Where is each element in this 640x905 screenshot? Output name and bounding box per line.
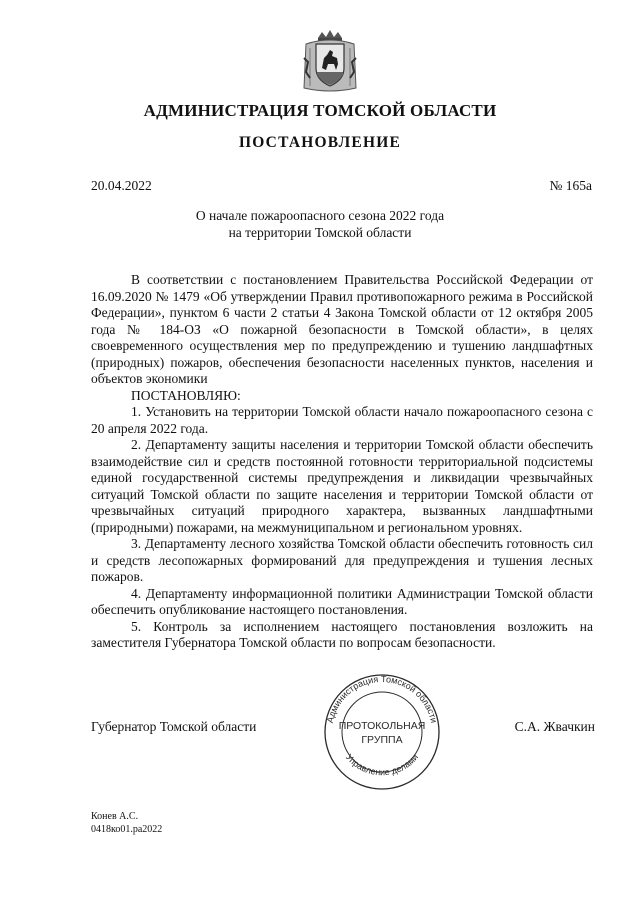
- item-paragraph-4: 4. Департаменту информационной политики Администрации Томской области обеспечить опубликование настоящего постановления.: [91, 585, 593, 617]
- document-subject: [0, 208, 640, 241]
- stamp-outer-bottom-text: Управление делами: [343, 752, 421, 778]
- document-number: № 165а: [549, 178, 592, 193]
- official-stamp: [318, 672, 446, 792]
- document-date: 20.04.2022: [91, 178, 152, 193]
- item-paragraph-3: 3. Департаменту лесного хозяйства Томской области обеспечить готовность сил и средств лесопожарных формирований для предупреждения и тушения лесных пожаров.: [91, 536, 593, 584]
- decree-heading: ПОСТАНОВЛЯЮ:: [131, 387, 241, 403]
- organization-title: АДМИНИСТРАЦИЯ ТОМСКОЙ ОБЛАСТИ: [143, 101, 497, 120]
- stamp-center-line-1: ПРОТОКОЛЬНАЯ: [338, 720, 426, 732]
- item-paragraph-1: 1. Установить на территории Томской области начало пожароопасного сезона с 20 апреля 2022 года.: [91, 404, 593, 436]
- stamp-outer-top-text: Администрация Томской области: [324, 673, 440, 724]
- svg-text:Управление делами: [344, 752, 420, 777]
- subject-line-2: на территории Томской области: [228, 224, 412, 240]
- subject-line-1: О начале пожароопасного сезона 2022 года: [195, 208, 445, 223]
- coat-of-arms-icon: [300, 28, 360, 96]
- stamp-center-line-2: ГРУППА: [361, 734, 403, 746]
- file-code: 0418ко01.ра2022: [91, 824, 163, 835]
- document-type: ПОСТАНОВЛЕНИЕ: [238, 134, 402, 151]
- signatory-name: С.А. Жвачкин: [514, 719, 595, 734]
- item-paragraph-5: 5. Контроль за исполнением настоящего постановления возложить на заместителя Губернатора Томской области по вопросам безопасности.: [91, 618, 593, 650]
- preamble-paragraph: В соответствии с постановлением Правительства Российской Федерации от 16.09.2020 № 1479 «Об утверждении Правил противопожарного режима в Российской Федерации», пунктом 6 части 2 статьи 4 Закона Томской области от 12 октября 2005 года № 184-ОЗ «О пожарной безопасности в Томской области», в целях своевременного осуществления мер по предупреждению и тушению ландшафтных (природных) пожаров, обеспечения безопасности населенных пунктов, населения и объектов экономики: [91, 272, 593, 386]
- executor-name: Конев А.С.: [91, 811, 139, 822]
- document-body: [91, 272, 593, 652]
- signatory-position: Губернатор Томской области: [91, 719, 257, 734]
- document-footer: [91, 810, 162, 836]
- svg-text:Администрация Томской области: [325, 674, 439, 724]
- item-paragraph-2: 2. Департаменту защиты населения и территории Томской области обеспечить взаимодействие сил и средств постоянной готовности территориальной подсистемы единой государственной системы предупреждения и ликвидации чрезвычайных ситуаций Томской области по защите населения и территории Томской области от чрезвычайных ситуаций природного характера, вызванных ландшафтными (природными) пожарами, на межмуниципальном и региональном уровнях.: [91, 437, 593, 535]
